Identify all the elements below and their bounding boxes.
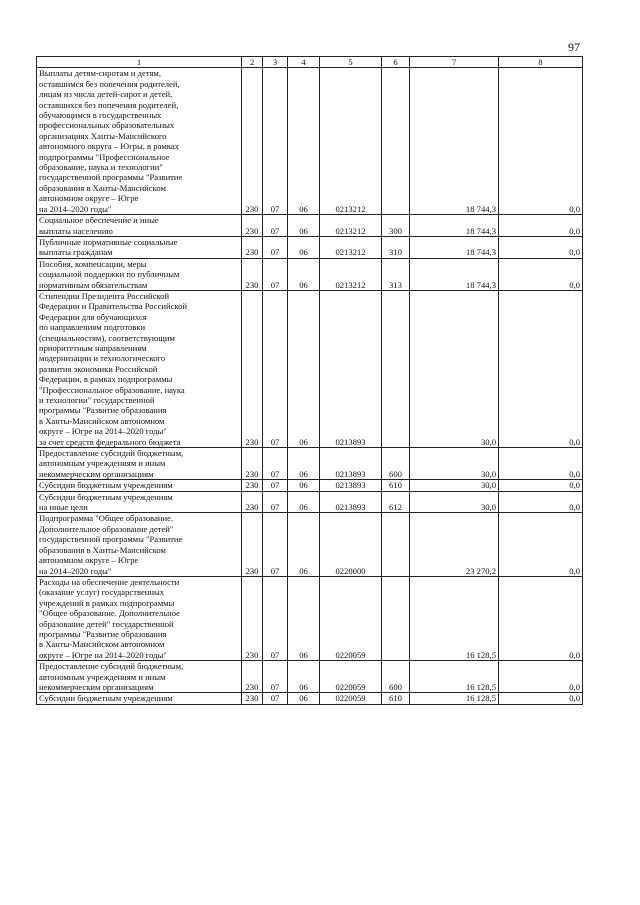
column-header: 8	[499, 57, 583, 68]
column-header: 1	[37, 57, 242, 68]
cell-code: 230	[242, 215, 263, 237]
cell-expense-type	[382, 290, 410, 447]
column-header: 4	[288, 57, 320, 68]
cell-amount: 30,0	[410, 448, 499, 480]
cell-amount: 16 128,5	[410, 576, 499, 660]
cell-amount-second: 0,0	[499, 576, 583, 660]
cell-section: 07	[263, 290, 288, 447]
cell-target-article: 0213212	[320, 215, 382, 237]
cell-section: 07	[263, 576, 288, 660]
column-header: 6	[382, 57, 410, 68]
cell-target-article: 0213893	[320, 290, 382, 447]
cell-amount-second: 0,0	[499, 68, 583, 215]
cell-expense-type	[382, 68, 410, 215]
cell-code: 230	[242, 491, 263, 513]
cell-amount: 18 744,3	[410, 215, 499, 237]
cell-expense-type: 313	[382, 258, 410, 290]
cell-target-article: 0220059	[320, 576, 382, 660]
row-description: Пособия, компенсации, меры социальной поддержки по публичным нормативным обязательствам	[37, 258, 242, 290]
cell-amount-second: 0,0	[499, 215, 583, 237]
table-row	[37, 258, 583, 290]
budget-table	[36, 56, 583, 705]
table-header-row	[37, 57, 583, 68]
cell-expense-type: 600	[382, 661, 410, 693]
row-description: Субсидии бюджетным учреждениям	[37, 693, 242, 704]
table-row	[37, 215, 583, 237]
cell-amount: 30,0	[410, 491, 499, 513]
cell-subsection: 06	[288, 236, 320, 258]
table-row	[37, 513, 583, 576]
table-row	[37, 236, 583, 258]
table-row	[37, 693, 583, 704]
table-row	[37, 576, 583, 660]
cell-expense-type: 300	[382, 215, 410, 237]
column-header: 3	[263, 57, 288, 68]
cell-amount-second: 0,0	[499, 491, 583, 513]
cell-subsection: 06	[288, 513, 320, 576]
cell-target-article: 0220059	[320, 693, 382, 704]
cell-subsection: 06	[288, 68, 320, 215]
cell-section: 07	[263, 215, 288, 237]
page-number: 97	[568, 40, 580, 54]
cell-expense-type	[382, 576, 410, 660]
cell-expense-type: 610	[382, 480, 410, 491]
table-row	[37, 480, 583, 491]
table-row	[37, 491, 583, 513]
cell-section: 07	[263, 661, 288, 693]
cell-subsection: 06	[288, 215, 320, 237]
cell-code: 230	[242, 480, 263, 491]
cell-code: 230	[242, 290, 263, 447]
cell-subsection: 06	[288, 480, 320, 491]
cell-amount-second: 0,0	[499, 480, 583, 491]
cell-target-article: 0213212	[320, 236, 382, 258]
cell-amount-second: 0,0	[499, 513, 583, 576]
cell-section: 07	[263, 258, 288, 290]
cell-expense-type: 600	[382, 448, 410, 480]
row-description: Субсидии бюджетным учреждениям на иные цели	[37, 491, 242, 513]
cell-target-article: 0220059	[320, 661, 382, 693]
cell-subsection: 06	[288, 491, 320, 513]
column-header: 2	[242, 57, 263, 68]
cell-code: 230	[242, 576, 263, 660]
cell-section: 07	[263, 68, 288, 215]
cell-subsection: 06	[288, 693, 320, 704]
cell-amount: 18 744,3	[410, 236, 499, 258]
cell-target-article: 0213212	[320, 68, 382, 215]
row-description: Предоставление субсидий бюджетным, автономным учреждениям и иным некоммерческим организациям	[37, 448, 242, 480]
row-description: Предоставление субсидий бюджетным, автономным учреждениям и иным некоммерческим организациям	[37, 661, 242, 693]
row-description: Подпрограмма "Общее образование. Дополнительное образование детей" государственной программы "Развитие образования в Ханты-Мансийском автономном округе – Югре на 2014–2020 годы"	[37, 513, 242, 576]
row-description: Субсидии бюджетным учреждениям	[37, 480, 242, 491]
cell-subsection: 06	[288, 448, 320, 480]
row-description: Публичные нормативные социальные выплаты гражданам	[37, 236, 242, 258]
cell-subsection: 06	[288, 661, 320, 693]
cell-section: 07	[263, 513, 288, 576]
cell-section: 07	[263, 236, 288, 258]
cell-target-article: 0213893	[320, 491, 382, 513]
cell-code: 230	[242, 68, 263, 215]
cell-section: 07	[263, 491, 288, 513]
table-row	[37, 68, 583, 215]
table-row	[37, 448, 583, 480]
cell-code: 230	[242, 661, 263, 693]
cell-subsection: 06	[288, 576, 320, 660]
table-row	[37, 290, 583, 447]
column-header: 7	[410, 57, 499, 68]
cell-amount: 16 128,5	[410, 693, 499, 704]
table-row	[37, 661, 583, 693]
cell-code: 230	[242, 693, 263, 704]
cell-amount-second: 0,0	[499, 236, 583, 258]
cell-amount-second: 0,0	[499, 290, 583, 447]
cell-amount: 30,0	[410, 480, 499, 491]
cell-subsection: 06	[288, 290, 320, 447]
cell-amount-second: 0,0	[499, 448, 583, 480]
cell-target-article: 0213893	[320, 448, 382, 480]
cell-amount: 18 744,3	[410, 68, 499, 215]
cell-amount-second: 0,0	[499, 693, 583, 704]
cell-amount: 30,0	[410, 290, 499, 447]
cell-section: 07	[263, 448, 288, 480]
cell-code: 230	[242, 236, 263, 258]
cell-amount-second: 0,0	[499, 258, 583, 290]
cell-code: 230	[242, 258, 263, 290]
cell-expense-type: 610	[382, 693, 410, 704]
cell-section: 07	[263, 693, 288, 704]
cell-section: 07	[263, 480, 288, 491]
cell-expense-type: 310	[382, 236, 410, 258]
column-header: 5	[320, 57, 382, 68]
cell-amount: 23 270,2	[410, 513, 499, 576]
cell-code: 230	[242, 513, 263, 576]
cell-target-article: 0220000	[320, 513, 382, 576]
cell-target-article: 0213212	[320, 258, 382, 290]
row-description: Стипендии Президента Российской Федерации и Правительства Российской Федерации для обучающихся по направлениям подготовки (специальностям), соответствующим приоритетным направлениям модернизации и технологического развития экономики Российской Федерации, в рамках подпрограммы "Профессиональное образование, наука и технологии" государственной программы "Развитие образования в Ханты-Мансийском автономном округе – Югре на 2014–2020 годы" за счет средств федерального бюджета	[37, 290, 242, 447]
row-description: Социальное обеспечение и иные выплаты населению	[37, 215, 242, 237]
cell-expense-type	[382, 513, 410, 576]
cell-code: 230	[242, 448, 263, 480]
cell-expense-type: 612	[382, 491, 410, 513]
table-body	[37, 68, 583, 704]
cell-subsection: 06	[288, 258, 320, 290]
cell-amount: 18 744,3	[410, 258, 499, 290]
row-description: Расходы на обеспечение деятельности (оказание услуг) государственных учреждений в рамках подпрограммы "Общее образование. Дополнительное образование детей" государственной программы "Развитие образования в Ханты-Мансийском автономном округе – Югре на 2014–2020 годы"	[37, 576, 242, 660]
row-description: Выплаты детям-сиротам и детям, оставшимся без попечения родителей, лицам из числа детей-сирот и детей, оставшихся без попечения родителей, обучающимся в государственных профессиональных образовательных организациях Ханты-Мансийского автономного округа – Югры, в рамках подпрограммы "Профессиональное образование, наука и технологии" государственной программы "Развитие образования в Ханты-Мансийском автономном округе – Югре на 2014–2020 годы"	[37, 68, 242, 215]
cell-amount: 16 128,5	[410, 661, 499, 693]
cell-target-article: 0213893	[320, 480, 382, 491]
cell-amount-second: 0,0	[499, 661, 583, 693]
